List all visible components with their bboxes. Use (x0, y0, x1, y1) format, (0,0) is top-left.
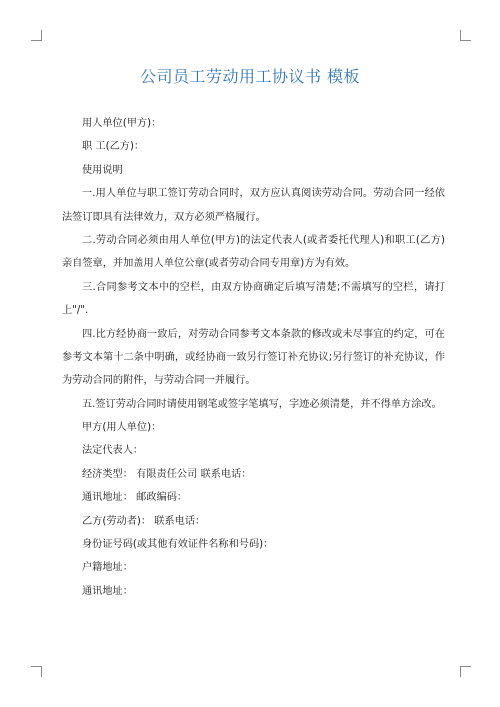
document-body (62, 112, 445, 603)
document-line: 职 工(乙方)： (82, 141, 145, 153)
document-line: 通讯地址： 邮政编码： (82, 492, 188, 504)
document-line: 三.合同参考文本中的空栏，由双方协商确定后填写清楚;不需填写的空栏，请打 (82, 281, 445, 293)
crop-mark-top-right (460, 30, 471, 41)
document-line: 一.用人单位与职工签订劳动合同时，双方应认真阅读劳动合同。劳动合同一经依 (82, 188, 445, 200)
document-line: 法定代表人： (82, 445, 144, 457)
document-line: 二.劳动合同必须由用人单位(甲方)的法定代表人(或者委托代理人)和职工(乙方) (82, 234, 445, 246)
document-line: 乙方(劳动者)： 联系电话： (82, 515, 206, 527)
document-line: 为劳动合同的附件，与劳动合同一并履行。 (62, 375, 256, 387)
document-line: 参考文本第十二条中明确，或经协商一致另行签订补充协议;另行签订的补充协议，作 (62, 351, 445, 363)
document-line: 经济类型： 有限责任公司 联系电话： (82, 468, 252, 480)
document-line: 用人单位(甲方)： (82, 118, 162, 129)
crop-mark-bottom-left (31, 666, 42, 677)
document-title: 公司员工劳动用工协议书 模板 (139, 67, 361, 86)
crop-mark-top-left (31, 30, 42, 41)
document-line: 五.签订劳动合同时请使用钢笔或签字笔填写，字迹必须清楚，并不得单方涂改。 (82, 398, 442, 410)
document-line: 亲自签章，并加盖用人单位公章(或者劳动合同专用章)方为有效。 (62, 258, 356, 270)
document-line: 上"/". (62, 305, 89, 317)
document-line: 四.比方经协商一致后，对劳动合同参考文本条款的修改或未尽事宜的约定，可在 (82, 328, 445, 340)
document-line: 甲方(用人单位)： (82, 422, 162, 434)
document-line: 通讯地址： (82, 585, 133, 597)
crop-mark-bottom-right (460, 666, 471, 677)
document-line: 户籍地址： (82, 562, 133, 574)
document-line: 身份证号码(或其他有效证件名称和号码)： (82, 539, 274, 551)
document-line: 法签订即具有法律效力，双方必须严格履行。 (62, 211, 266, 223)
document-line: 使用说明 (82, 164, 123, 176)
